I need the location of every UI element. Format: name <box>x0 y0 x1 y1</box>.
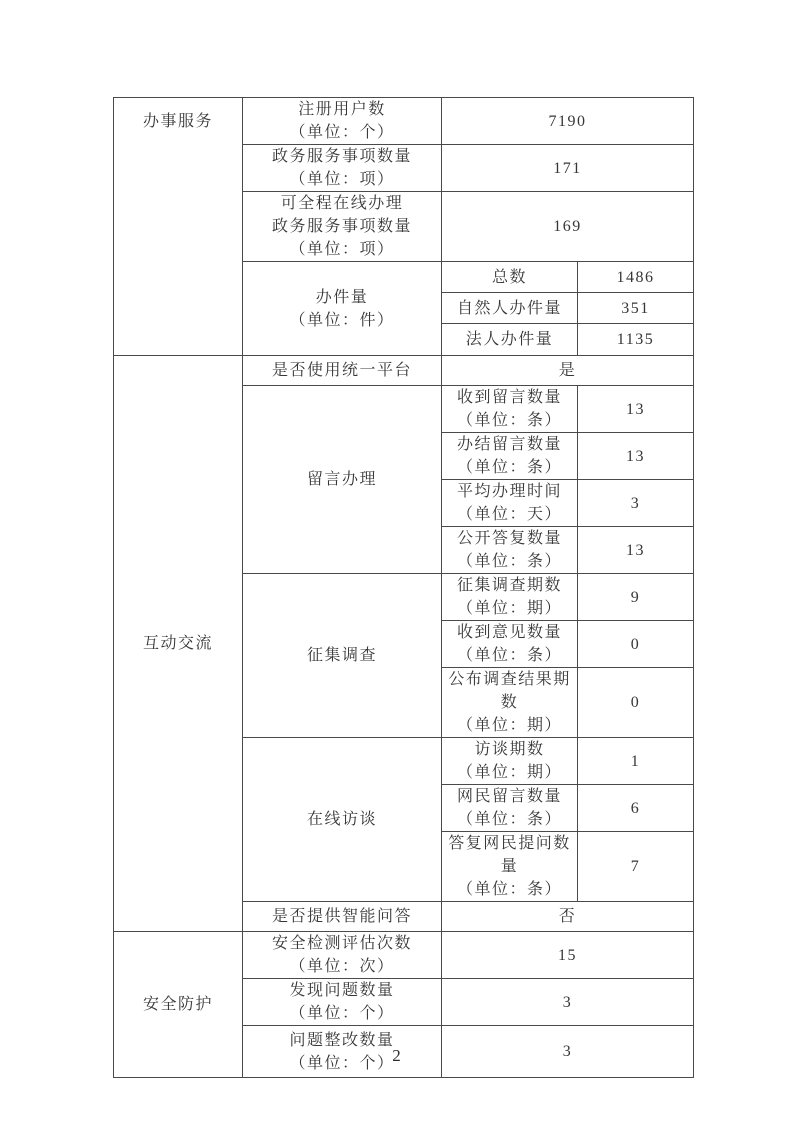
submetric-value-cell: 13 <box>578 527 694 574</box>
submetric-value-cell: 13 <box>578 386 694 433</box>
submetric-label-cell <box>442 386 578 433</box>
submetric-label-cell <box>442 480 578 527</box>
metric-label: 发现问题数量 <box>289 982 395 999</box>
submetric-value-cell: 7 <box>578 832 694 902</box>
table-row <box>114 932 694 979</box>
metric-unit: （单位：期） <box>456 717 562 734</box>
metric-label-cell <box>243 145 442 192</box>
submetric-value-cell: 1 <box>578 738 694 785</box>
submetric-value-cell: 351 <box>578 293 694 324</box>
metric-unit: （单位：条） <box>456 881 562 898</box>
metric-value-cell: 171 <box>442 145 694 192</box>
metric-label-cell: 是否使用统一平台 <box>243 356 442 386</box>
metric-label: 可全程在线办理 <box>280 195 404 212</box>
submetric-label-cell <box>442 785 578 832</box>
metric-unit: （单位：个） <box>289 124 395 141</box>
metric-label: 征集调查期数 <box>456 577 562 594</box>
group-label-cell: 留言办理 <box>243 386 442 574</box>
metric-unit: （单位：条） <box>456 553 562 570</box>
metric-label: 答复网民提问数量 <box>448 835 571 875</box>
submetric-label-cell <box>442 621 578 668</box>
metric-unit: （单位：次） <box>289 958 395 975</box>
metric-unit: （单位：项） <box>289 171 395 188</box>
submetric-label-cell <box>442 527 578 574</box>
metric-value-cell: 3 <box>442 979 694 1026</box>
group-label-cell <box>243 262 442 356</box>
submetric-value-cell: 1486 <box>578 262 694 293</box>
table-row <box>114 98 694 145</box>
metric-value-cell: 3 <box>442 1026 694 1078</box>
submetric-label-cell <box>442 738 578 785</box>
metric-label: 注册用户数 <box>298 101 386 118</box>
metric-unit: （单位：条） <box>456 412 562 429</box>
statistics-table-container <box>113 97 694 1078</box>
metric-unit: （单位：期） <box>456 764 562 781</box>
metric-value-cell: 否 <box>442 902 694 932</box>
page-number: 2 <box>392 1046 401 1065</box>
metric-value-cell: 7190 <box>442 98 694 145</box>
metric-label: 收到意见数量 <box>456 624 562 641</box>
submetric-value-cell: 9 <box>578 574 694 621</box>
metric-unit: （单位：天） <box>456 506 562 523</box>
metric-label-cell: 是否提供智能问答 <box>243 902 442 932</box>
submetric-value-cell: 0 <box>578 621 694 668</box>
submetric-value-cell: 3 <box>578 480 694 527</box>
section-cell-interaction: 互动交流 <box>114 356 243 932</box>
metric-label-cell <box>243 98 442 145</box>
metric-value-cell: 169 <box>442 192 694 262</box>
metric-label: 平均办理时间 <box>456 483 562 500</box>
submetric-value-cell: 1135 <box>578 324 694 356</box>
metric-label: 访谈期数 <box>474 741 545 758</box>
submetric-label-cell: 总数 <box>442 262 578 293</box>
metric-unit: （单位：个） <box>289 1054 395 1072</box>
submetric-value-cell: 13 <box>578 433 694 480</box>
metric-label: 安全检测评估次数 <box>271 935 412 952</box>
metric-unit: （单位：期） <box>456 600 562 617</box>
metric-label: 公开答复数量 <box>456 530 562 547</box>
metric-label: 公布调查结果期数 <box>448 671 571 711</box>
metric-label-cell <box>243 192 442 262</box>
metric-unit: （单位：条） <box>456 459 562 476</box>
group-label-cell: 征集调查 <box>243 574 442 738</box>
group-label: 办件量 <box>315 288 369 306</box>
metric-label: 收到留言数量 <box>456 389 562 406</box>
metric-unit: （单位：个） <box>289 1005 395 1022</box>
group-unit: （单位：件） <box>289 311 395 329</box>
metric-label: 政务服务事项数量 <box>271 218 412 235</box>
submetric-label-cell: 自然人办件量 <box>442 293 578 324</box>
submetric-label-cell <box>442 668 578 738</box>
submetric-label-cell <box>442 832 578 902</box>
metric-value-cell: 15 <box>442 932 694 979</box>
metric-label-cell <box>243 932 442 979</box>
section-cell-service: 办事服务 <box>114 98 243 356</box>
metric-unit: （单位：项） <box>289 241 395 258</box>
metric-label-cell <box>243 979 442 1026</box>
submetric-label-cell <box>442 574 578 621</box>
submetric-value-cell: 0 <box>578 668 694 738</box>
submetric-label-cell: 法人办件量 <box>442 324 578 356</box>
metric-label: 办结留言数量 <box>456 436 562 453</box>
table-row <box>114 356 694 386</box>
metric-unit: （单位：条） <box>456 811 562 828</box>
group-label-cell: 在线访谈 <box>243 738 442 902</box>
metric-value-cell: 是 <box>442 356 694 386</box>
submetric-label-cell <box>442 433 578 480</box>
section-cell-security: 安全防护 <box>114 932 243 1078</box>
metric-unit: （单位：条） <box>456 647 562 664</box>
metric-label: 政务服务事项数量 <box>271 148 412 165</box>
metric-label: 网民留言数量 <box>456 788 562 805</box>
metric-label: 问题整改数量 <box>289 1031 395 1049</box>
statistics-table <box>113 97 694 1078</box>
submetric-value-cell: 6 <box>578 785 694 832</box>
